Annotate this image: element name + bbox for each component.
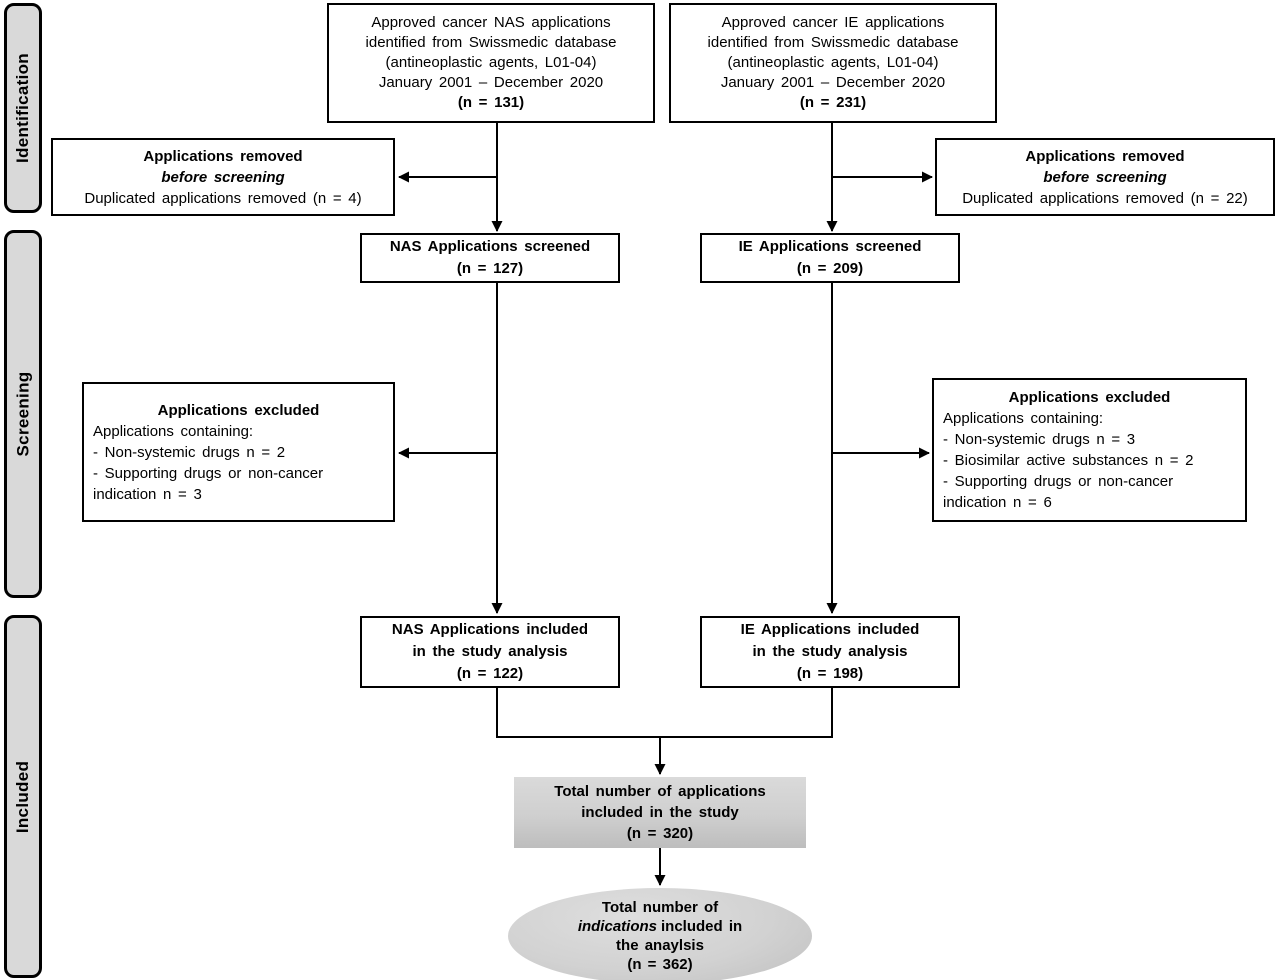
stage-identification <box>4 3 42 213</box>
excluded-ie-line: - Non-systemic drugs n = 3 <box>943 431 1136 448</box>
stage-included <box>4 615 42 978</box>
included-nas-count: (n = 122) <box>456 665 524 682</box>
top-nas-line: Approved cancer NAS applications <box>371 14 611 31</box>
total-indications-italic-word: indications <box>577 918 657 935</box>
removed-ie-box <box>935 138 1275 216</box>
excluded-nas-line: - Non-systemic drugs n = 2 <box>93 443 286 461</box>
screened-nas-count: (n = 127) <box>456 260 524 277</box>
stage-screening <box>4 230 42 598</box>
excluded-ie-title: Applications excluded <box>1008 389 1171 406</box>
screened-nas-title: NAS Applications screened <box>389 238 591 255</box>
removed-ie-title: Applications removed <box>1025 147 1185 165</box>
removed-ie-detail: Duplicated applications removed (n = 22) <box>962 189 1248 207</box>
excluded-ie-line: Applications containing: <box>943 410 1104 427</box>
removed-ie-subtitle: before screening <box>1043 168 1167 186</box>
stage-included-label: Included <box>13 760 33 833</box>
total-applications-count: (n = 320) <box>626 825 694 842</box>
total-indications-line-rest: included in <box>661 918 743 935</box>
included-nas-line: NAS Applications included <box>391 621 589 638</box>
total-indications-count: (n = 362) <box>627 956 693 973</box>
excluded-nas-title: Applications excluded <box>157 401 320 419</box>
top-ie-line: Approved cancer IE applications <box>721 14 945 31</box>
top-ie-box <box>669 3 997 123</box>
top-nas-line: January 2001 – December 2020 <box>378 74 604 91</box>
included-ie-box <box>700 616 960 688</box>
included-ie-line: IE Applications included <box>740 621 920 638</box>
total-applications-box <box>514 777 806 848</box>
excluded-nas-line: - Supporting drugs or non-cancer indication n = 3 <box>93 464 324 503</box>
top-nas-line: (antineoplastic agents, L01-04) <box>385 54 597 71</box>
included-nas-box <box>360 616 620 688</box>
removed-nas-title: Applications removed <box>143 147 303 165</box>
stage-screening-label: Screening <box>13 371 32 457</box>
removed-nas-detail: Duplicated applications removed (n = 4) <box>84 189 362 207</box>
included-nas-line: in the study analysis <box>412 643 568 660</box>
top-ie-line: January 2001 – December 2020 <box>720 74 946 91</box>
top-ie-count: (n = 231) <box>799 94 867 111</box>
stage-identification-label: Identification <box>13 53 33 163</box>
total-indications-line <box>578 917 742 936</box>
excluded-ie-line: - Supporting drugs or non-cancer indication n = 6 <box>943 473 1174 511</box>
screened-ie-box <box>700 233 960 283</box>
total-indications-line: Total number of <box>601 899 719 916</box>
included-ie-count: (n = 198) <box>796 665 864 682</box>
excluded-nas-line: Applications containing: <box>93 422 254 440</box>
included-ie-line: in the study analysis <box>752 643 908 660</box>
total-indications-ellipse <box>508 888 812 980</box>
removed-nas-box <box>51 138 395 216</box>
top-nas-count: (n = 131) <box>457 94 525 111</box>
total-applications-line: included in the study <box>581 804 739 821</box>
screened-ie-title: IE Applications screened <box>738 238 922 255</box>
top-nas-line: identified from Swissmedic database <box>365 34 617 51</box>
excluded-ie-box <box>932 378 1247 522</box>
total-indications-line: the anaylsis <box>616 937 704 954</box>
screened-nas-box <box>360 233 620 283</box>
excluded-nas-box <box>82 382 395 522</box>
top-ie-line: (antineoplastic agents, L01-04) <box>727 54 939 71</box>
top-ie-line: identified from Swissmedic database <box>707 34 959 51</box>
removed-nas-subtitle: before screening <box>161 168 285 186</box>
top-nas-box <box>327 3 655 123</box>
excluded-ie-line: - Biosimilar active substances n = 2 <box>943 452 1194 469</box>
total-applications-line: Total number of applications <box>554 783 766 800</box>
screened-ie-count: (n = 209) <box>796 260 864 277</box>
